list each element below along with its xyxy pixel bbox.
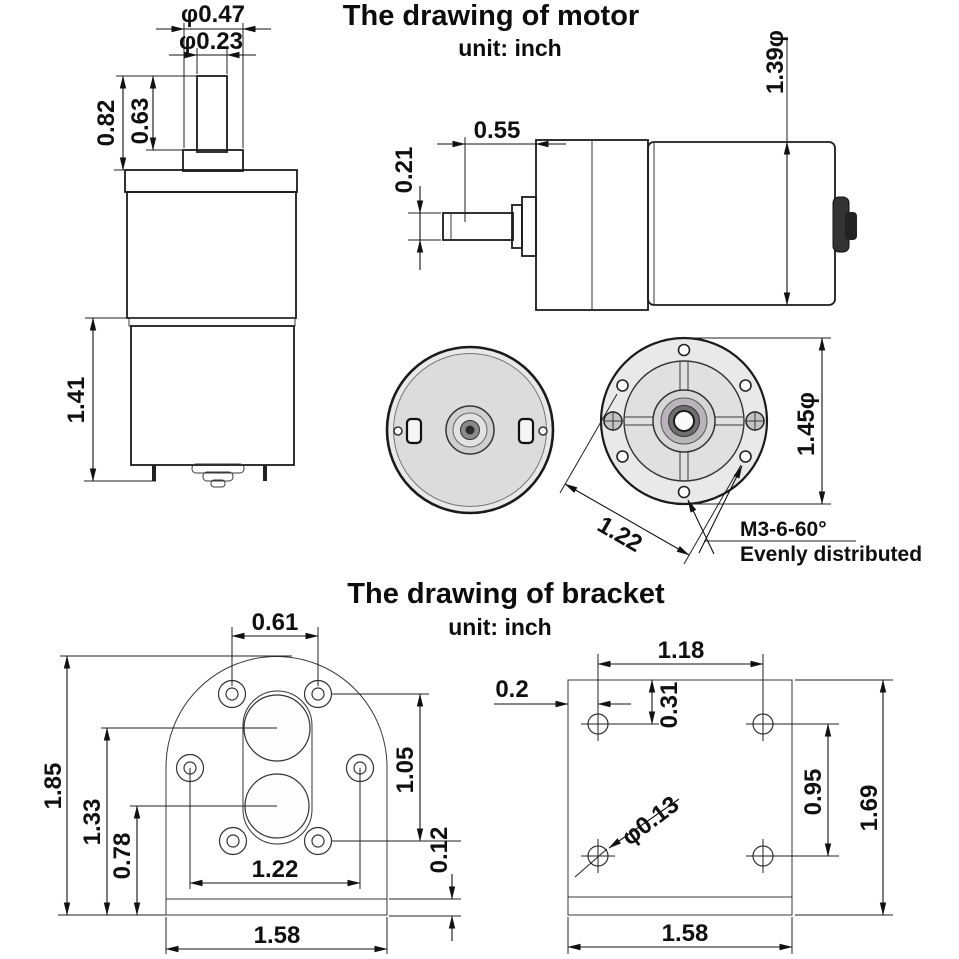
front-side-hole-spacing-label: 1.05 [392, 746, 419, 794]
rear-shaft-center [466, 426, 475, 435]
body-height-label: 1.41 [63, 376, 90, 424]
shaft-height-label: 0.63 [127, 97, 154, 145]
bracket-drawing-section [40, 578, 893, 954]
dim-shaft-height [127, 76, 182, 150]
rear-hole-right [539, 427, 547, 435]
rear-slot-left [407, 419, 421, 443]
dim-front-upper-hole-height [79, 728, 277, 915]
bracket-unit-label: unit: inch [448, 614, 552, 640]
motor-back-view [387, 347, 553, 513]
side-hole-dia-label: φ0.13 [616, 791, 685, 852]
dim-side-width [568, 917, 792, 954]
shaft-length-label: 0.55 [473, 117, 521, 144]
mount-note-label: Evenly distributed [740, 543, 923, 566]
motor-dia-label: 1.39φ [762, 30, 789, 94]
dim-shaft-dia-side [391, 147, 441, 270]
dim-front-top-hole-spacing [232, 609, 318, 686]
dim-front-base-thickness [389, 827, 461, 941]
shaft-collar-large [522, 197, 536, 256]
bolt-circle-label: 1.22 [592, 511, 647, 558]
side-height-label: 1.69 [856, 784, 883, 832]
front-lower-hole-height-label: 0.78 [109, 832, 136, 880]
motor-body-seam-front [129, 318, 295, 326]
motor-drawing-section [63, 0, 922, 566]
side-hole-spacing-label: 0.95 [800, 768, 827, 816]
motor-shaft-side [443, 213, 513, 240]
motor-terminal-pin-left [152, 465, 156, 481]
mount-spec-label: M3-6-60° [740, 518, 827, 541]
motor-unit-label: unit: inch [458, 35, 562, 61]
shaft-total-height-label: 0.82 [93, 99, 120, 147]
motor-can-front [131, 326, 294, 465]
front-upper-hole-height-label: 1.33 [79, 798, 106, 846]
motor-gearbox-body-front [127, 192, 296, 318]
rear-slot-right [519, 419, 533, 443]
shaft-base-dia-label: φ0.47 [181, 1, 245, 28]
side-top-to-hole-label: 0.31 [656, 681, 683, 729]
motor-shaft-top [197, 76, 227, 152]
dim-front-width [166, 917, 387, 954]
motor-can-side [648, 142, 835, 305]
side-edge-to-hole-label: 0.2 [495, 676, 529, 703]
rear-hole-left [394, 427, 402, 435]
front-top-hole-spacing-label: 0.61 [251, 609, 299, 636]
motor-rear-stub [845, 212, 857, 240]
motor-side-view [443, 140, 857, 310]
motor-shaft-boss-top [183, 150, 243, 171]
bracket-title: The drawing of bracket [347, 578, 665, 610]
bracket-front-base-flange [166, 899, 387, 915]
dim-shaft-length [437, 117, 566, 222]
front-width-label: 1.58 [253, 922, 301, 949]
dim-motor-dia [762, 30, 789, 305]
motor-gearbox-cap [125, 170, 297, 192]
shaft-dia-side-label: 0.21 [391, 146, 418, 194]
motor-flange-view [601, 338, 767, 504]
shaft-dia-label: φ0.23 [179, 28, 243, 55]
dim-shaft-base-dia [156, 1, 271, 148]
flange-dia-label: 1.45φ [793, 392, 820, 456]
side-top-hole-spacing-label: 1.18 [657, 637, 705, 664]
side-width-label: 1.58 [661, 920, 709, 947]
dim-side-hole-spacing-right [780, 724, 839, 856]
front-base-thickness-label: 0.12 [426, 826, 453, 874]
bracket-side-hole-crosshairs [581, 707, 780, 873]
dim-body-height [63, 318, 156, 481]
front-total-height-label: 1.85 [40, 762, 67, 810]
motor-terminal-pin-right [263, 465, 267, 481]
front-bottom-hole-spacing-label: 1.22 [251, 856, 299, 883]
motor-title: The drawing of motor [342, 0, 640, 32]
flange-shaft-hole [674, 411, 694, 431]
